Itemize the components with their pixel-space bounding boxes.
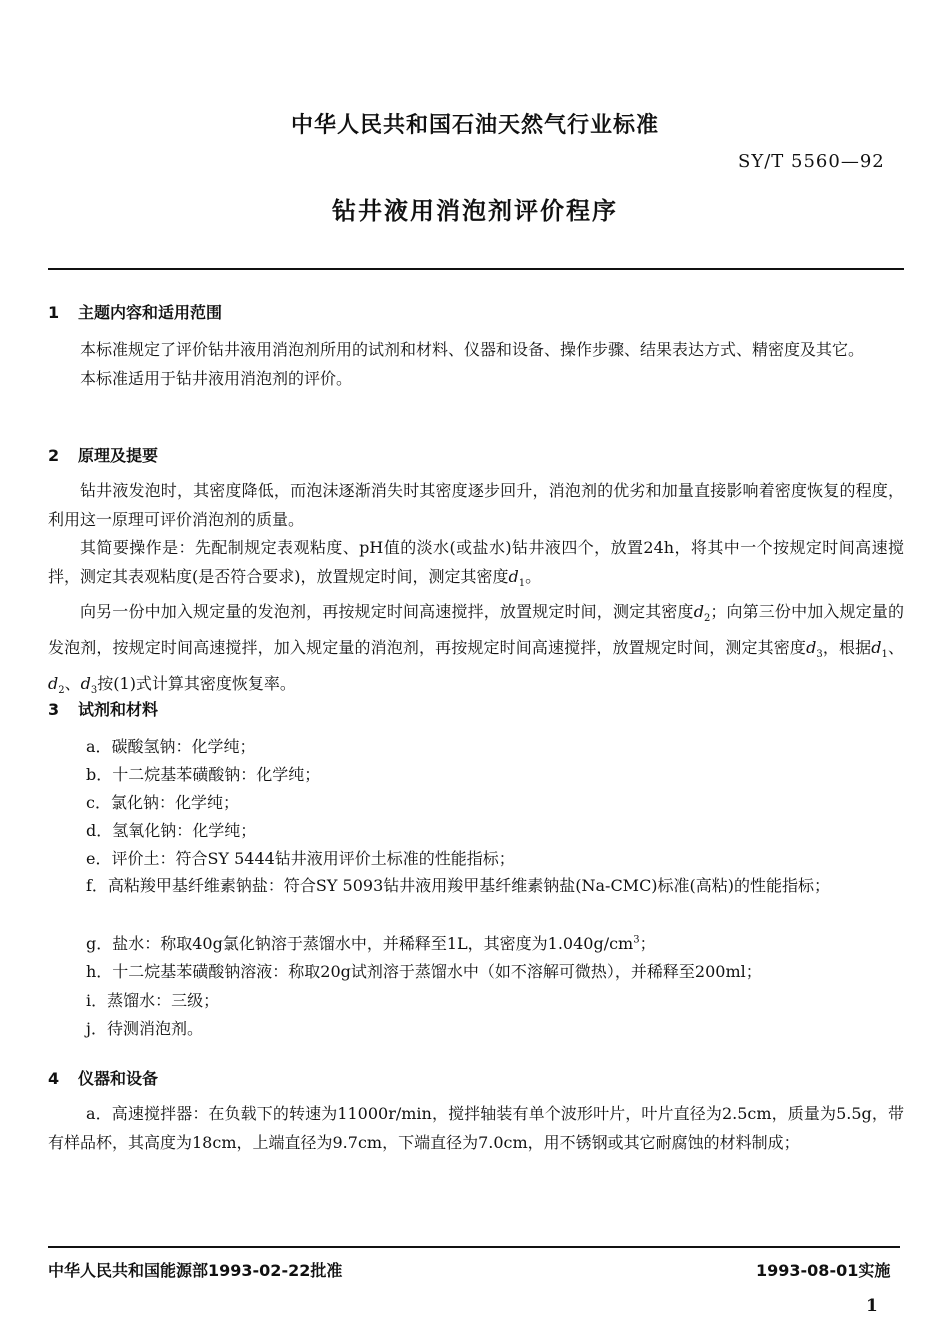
- document-title: 钻井液用消泡剂评价程序: [332, 197, 618, 225]
- section-2-heading: 2 原理及提要: [48, 446, 159, 465]
- section-1-body: [48, 336, 904, 393]
- section-2-paragraph: 其简要操作是：先配制规定表观粘度、pH值的淡水(或盐水)钻井液四个，放置24h，将其中一个按规定时间高速搅拌，测定其表观粘度(是否符合要求)，放置规定时间，测定其密度$d_1$。: [48, 538, 904, 589]
- list-item: h．十二烷基苯磺酸钠溶液：称取20g试剂溶于蒸馏水中（如不溶解可微热），并稀释至200ml；: [86, 962, 762, 981]
- section-4-heading: 4 仪器和设备: [48, 1069, 159, 1088]
- section-1-paragraph: 本标准规定了评价钻井液用消泡剂所用的试剂和材料、仪器和设备、操作步骤、结果表达方式、精密度及其它。: [80, 340, 865, 359]
- section-3-heading: 3 试剂和材料: [48, 700, 159, 719]
- section-2-paragraph: 钻井液发泡时，其密度降低，而泡沫逐渐消失时其密度逐步回升，消泡剂的优劣和加量直接影响着密度恢复的程度，利用这一原理可评价消泡剂的质量。: [48, 481, 904, 529]
- list-item: b．十二烷基苯磺酸钠：化学纯；: [86, 765, 321, 784]
- section-1-paragraph: 本标准适用于钻井液用消泡剂的评价。: [80, 368, 353, 388]
- issuing-organization: 中华人民共和国石油天然气行业标准: [290, 113, 659, 138]
- list-item: a．高速搅拌器：在负载下的转速为11000r/min，搅拌轴装有单个波形叶片，叶片直径为2.5cm，质量为5.5g，带有样品杯，其高度为18cm，上端直径为9.7cm，下端直径为7.0cm，用不锈钢或其它耐腐蚀的材料制成；: [48, 1104, 904, 1152]
- list-item: d．氢氧化钠：化学纯；: [86, 821, 257, 840]
- section-2-body: [48, 477, 904, 705]
- header-divider: [48, 268, 904, 270]
- list-item: i．蒸馏水：三级；: [86, 991, 220, 1010]
- standard-code: SY/T 5560—92: [738, 151, 885, 172]
- list-item: j．待测消泡剂。: [86, 1019, 203, 1038]
- list-item: c．氯化钠：化学纯；: [86, 793, 239, 812]
- list-item: e．评价土：符合SY 5444钻井液用评价土标准的性能指标；: [86, 849, 515, 868]
- approval-info: 中华人民共和国能源部1993-02-22批准: [48, 1261, 343, 1280]
- effective-date: 1993-08-01实施: [756, 1261, 891, 1280]
- page-number: 1: [866, 1296, 878, 1316]
- list-item: a．碳酸氢钠：化学纯；: [86, 737, 256, 756]
- section-1-heading: 1 主题内容和适用范围: [48, 303, 223, 322]
- list-item: f．高粘羧甲基纤维素钠盐：符合SY 5093钻井液用羧甲基纤维素钠盐(Na-CMC)标准(高粘)的性能指标；: [86, 876, 831, 895]
- section-2-paragraph: 向另一份中加入规定量的发泡剂，再按规定时间高速搅拌，放置规定时间，测定其密度$d_2$；向第三份中加入规定量的发泡剂，按规定时间高速搅拌，加入规定量的消泡剂，再按规定时间高速搅拌，放置规定时间，测定其密度$d_3$，根据$d_1$、$d_2$、$d_3$按(1)式计算其密度恢复率。: [48, 602, 904, 696]
- list-item: g．盐水：称取40g氯化钠溶于蒸馏水中，并稀释至1L，其密度为$1.040g/cm^3$；: [86, 934, 656, 953]
- footer-divider: [48, 1246, 900, 1248]
